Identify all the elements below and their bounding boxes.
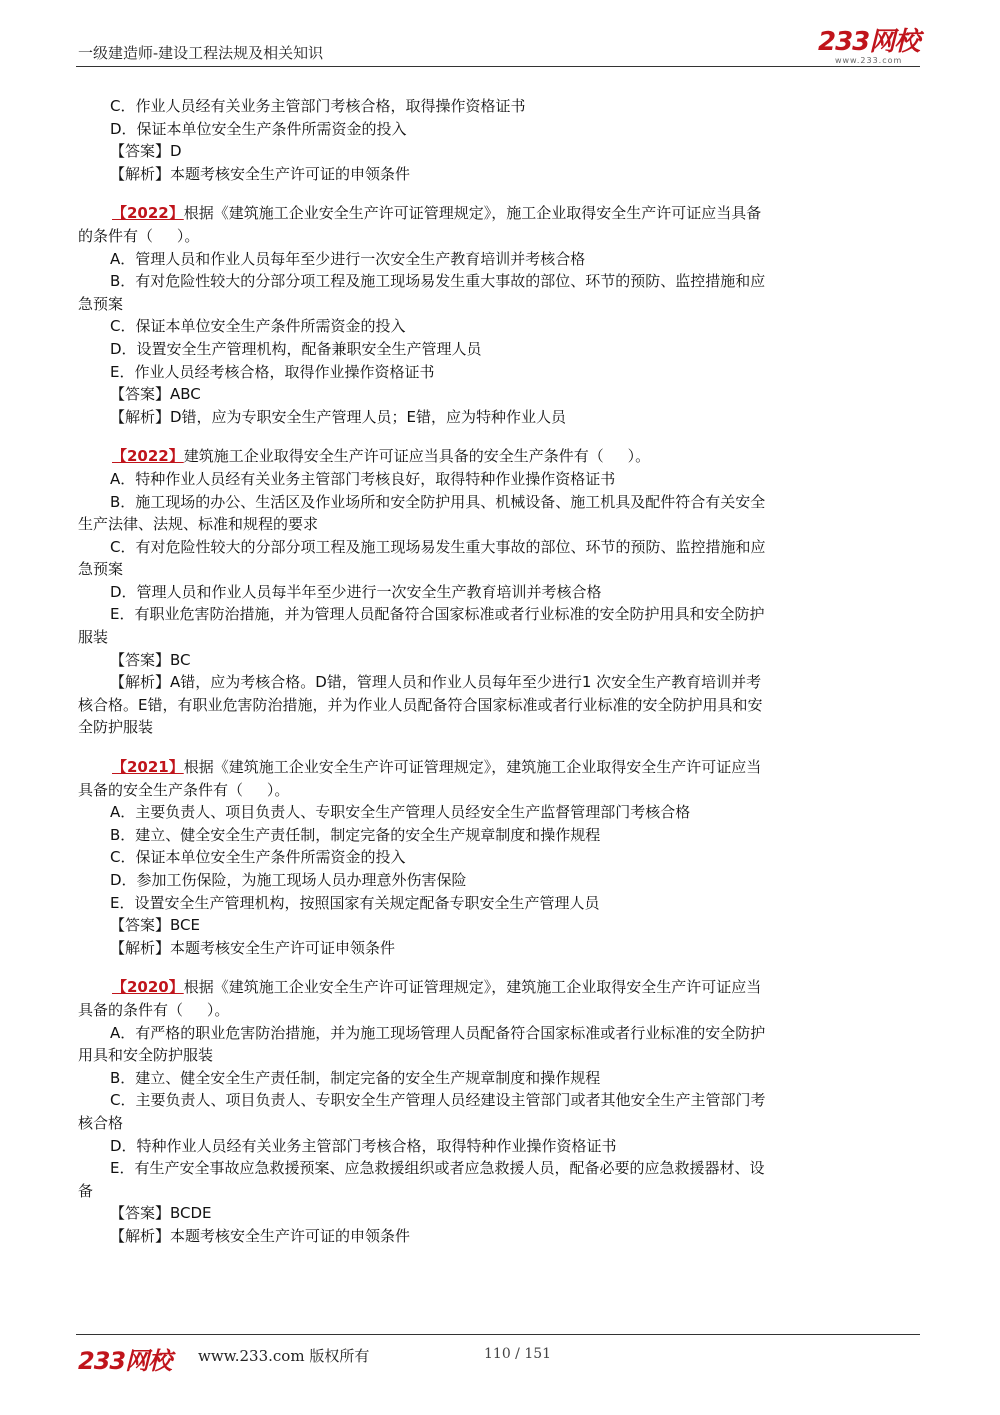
option-line: E．有生产安全事故应急救援预案、应急救援组织或者应急救援人员，配备必要的应急救援器材、设 xyxy=(110,1159,765,1178)
option-line: 【解析】本题考核安全生产许可证的申领条件 xyxy=(110,164,411,183)
continuation-line: 全防护服装 xyxy=(78,718,154,737)
page-number: 110 / 151 xyxy=(484,1346,552,1362)
question-line xyxy=(78,976,926,999)
option-line: A．管理人员和作业人员每年至少进行一次安全生产教育培训并考核合格 xyxy=(110,249,586,268)
year-tag: 【2022】 xyxy=(112,204,184,223)
continuation-line: 具备的条件有（ ）。 xyxy=(78,1000,230,1019)
brand-logo-url: www.233.com xyxy=(834,56,903,65)
option-line: 【解析】D错，应为专职安全生产管理人员；E错，应为特种作业人员 xyxy=(110,407,567,426)
option-line: 【解析】A错，应为考核合格。D错，管理人员和作业人员每年至少进行1 次安全生产教育培训并考 xyxy=(110,673,762,692)
option-line: C．主要负责人、项目负责人、专职安全生产管理人员经建设主管部门或者其他安全生产主管部门考 xyxy=(110,1091,766,1110)
option-line: 【答案】BC xyxy=(110,650,191,669)
option-line: E．设置安全生产管理机构，按照国家有关规定配备专职安全生产管理人员 xyxy=(110,893,600,912)
option-line: A．特种作业人员经有关业务主管部门考核良好，取得特种作业操作资格证书 xyxy=(110,469,616,488)
question-text: 根据《建筑施工企业安全生产许可证管理规定》，施工企业取得安全生产许可证应当具备 xyxy=(183,204,762,223)
option-line: 【答案】D xyxy=(110,142,182,161)
continuation-line: 具备的安全生产条件有（ ）。 xyxy=(78,780,290,799)
footer-logo[interactable]: 233网校 xyxy=(78,1347,172,1375)
continuation-line: 用具和安全防护服装 xyxy=(78,1046,214,1065)
question-line xyxy=(78,756,926,779)
question-text: 根据《建筑施工企业安全生产许可证管理规定》，建筑施工企业取得安全生产许可证应当 xyxy=(183,758,762,777)
brand-logo[interactable] xyxy=(818,28,919,66)
continuation-line: 的条件有（ ）。 xyxy=(78,226,200,245)
option-line: E．有职业危害防治措施，并为管理人员配备符合国家标准或者行业标准的安全防护用具和安全防护 xyxy=(110,605,765,624)
year-tag: 【2021】 xyxy=(112,758,184,777)
year-tag: 【2020】 xyxy=(112,978,184,997)
option-line: D．特种作业人员经有关业务主管部门考核合格，取得特种作业操作资格证书 xyxy=(110,1136,617,1155)
option-line: B．建立、健全安全生产责任制，制定完备的安全生产规章制度和操作规程 xyxy=(110,1068,601,1087)
continuation-line: 备 xyxy=(78,1181,94,1200)
option-line: A．有严格的职业危害防治措施，并为施工现场管理人员配备符合国家标准或者行业标准的安全防护 xyxy=(110,1023,766,1042)
paragraph-gap xyxy=(78,185,926,202)
continuation-line: 生产法律、法规、标准和规程的要求 xyxy=(78,515,319,534)
paragraph-gap xyxy=(78,959,926,976)
option-line: B．施工现场的办公、生活区及作业场所和安全防护用具、机械设备、施工机具及配件符合有关安全 xyxy=(110,492,766,511)
continuation-line: 核合格。E错，有职业危害防治措施，并为作业人员配备符合国家标准或者行业标准的安全防护用具和安 xyxy=(78,695,763,714)
option-line: C．有对危险性较大的分部分项工程及施工现场易发生重大事故的部位、环节的预防、监控措施和应 xyxy=(110,537,766,556)
footer-copyright: www.233.com 版权所有 xyxy=(198,1347,370,1365)
header-divider xyxy=(76,66,920,67)
option-line: A．主要负责人、项目负责人、专职安全生产管理人员经安全生产监督管理部门考核合格 xyxy=(110,803,691,822)
question-text: 根据《建筑施工企业安全生产许可证管理规定》，建筑施工企业取得安全生产许可证应当 xyxy=(183,978,762,997)
option-line: 【答案】BCDE xyxy=(110,1204,212,1223)
question-text: 建筑施工企业取得安全生产许可证应当具备的安全生产条件有（ ）。 xyxy=(183,447,651,466)
paragraph-gap xyxy=(78,428,926,445)
paragraph-gap xyxy=(78,739,926,756)
option-line: 【答案】ABC xyxy=(110,385,201,404)
continuation-line: 服装 xyxy=(78,628,109,647)
option-line: D．保证本单位安全生产条件所需资金的投入 xyxy=(110,119,407,138)
continuation-line: 急预案 xyxy=(78,294,124,313)
document-body xyxy=(78,95,926,1248)
option-line: B．有对危险性较大的分部分项工程及施工现场易发生重大事故的部位、环节的预防、监控措施和应 xyxy=(110,272,766,291)
continuation-line: 核合格 xyxy=(78,1113,124,1132)
continuation-line: 急预案 xyxy=(78,560,124,579)
option-line: 【解析】本题考核安全生产许可证申领条件 xyxy=(110,938,396,957)
option-line: C．保证本单位安全生产条件所需资金的投入 xyxy=(110,848,406,867)
option-line: C．保证本单位安全生产条件所需资金的投入 xyxy=(110,317,406,336)
year-tag: 【2022】 xyxy=(112,447,184,466)
option-line: D．参加工伤保险，为施工现场人员办理意外伤害保险 xyxy=(110,871,467,889)
option-line: 【答案】BCE xyxy=(110,916,200,935)
option-line: D．管理人员和作业人员每半年至少进行一次安全生产教育培训并考核合格 xyxy=(110,582,602,601)
header-title: 一级建造师-建设工程法规及相关知识 xyxy=(78,44,324,62)
option-line: C．作业人员经有关业务主管部门考核合格，取得操作资格证书 xyxy=(110,97,526,115)
footer-divider xyxy=(76,1334,920,1335)
question-line xyxy=(78,202,926,225)
option-line: B．建立、健全安全生产责任制，制定完备的安全生产规章制度和操作规程 xyxy=(110,825,601,844)
question-line xyxy=(78,445,926,468)
option-line: 【解析】本题考核安全生产许可证的申领条件 xyxy=(110,1226,411,1245)
option-line: D．设置安全生产管理机构，配备兼职安全生产管理人员 xyxy=(110,339,482,358)
option-line: E．作业人员经考核合格，取得作业操作资格证书 xyxy=(110,362,435,381)
brand-logo-text: 233网校 xyxy=(818,27,920,57)
